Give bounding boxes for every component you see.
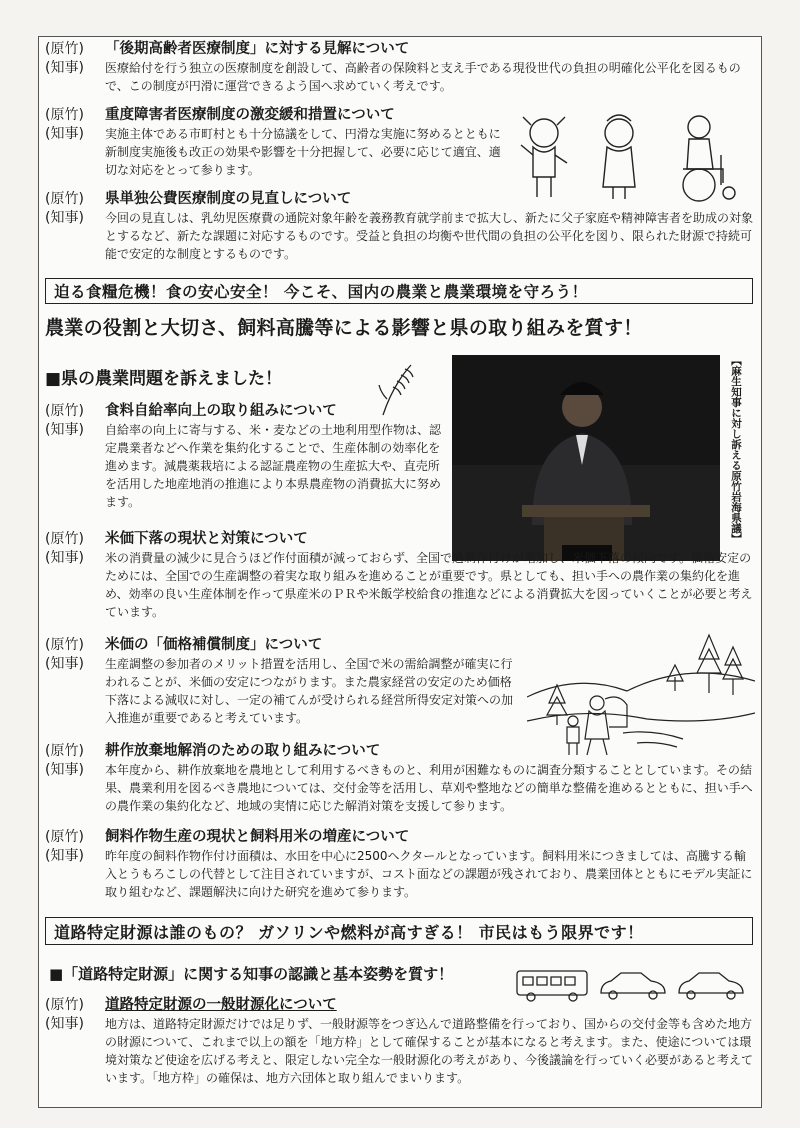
question-text: 米価の「価格補償制度」について (105, 637, 323, 653)
answer-text: 今回の見直しは、乳幼児医療費の通院対象年齢を義務教育就学前まで拡大し、新たに父子家庭や精神障害者を助成の対象とするなど、新たな課題に対応するものです。受益と負担の均衡や世代間の負担の公平化を図り、限られた財源で持続可能で安定的な制度とするものです。 (105, 211, 754, 261)
questioner-label: (原竹) (45, 743, 84, 759)
road-funds-banner: 道路特定財源は誰のもの？ ガソリンや燃料が高すぎる！ 市民はもう限界です！ (45, 917, 753, 945)
questioner-label: (原竹) (45, 637, 84, 653)
farm-landscape-illustration (527, 625, 755, 759)
agriculture-section-title: ■県の農業問題を訴えました！ (45, 369, 283, 389)
qa-item (45, 995, 757, 1087)
agriculture-headline: 農業の役割と大切さ、飼料高騰等による影響と県の取り組みを質す！ (45, 317, 643, 339)
question-text: 耕作放棄地解消のための取り組みについて (105, 743, 381, 759)
governor-label: (知事) (45, 550, 84, 566)
qa-item (45, 39, 757, 95)
qa-item (45, 827, 757, 901)
answer-text: 自給率の向上に寄与する、米・麦などの土地利用型作物は、認定農業者などへ作業を集約化することで、生産体制の効率化を進めます。減農薬栽培による認証農産物の生産拡大や、直売所を活用した地産地消の推進により本県農産物の消費拡大に努めます。 (105, 423, 442, 509)
newsletter-page (38, 36, 762, 1108)
governor-label: (知事) (45, 1016, 84, 1032)
qa-item (45, 741, 757, 815)
questioner-label: (原竹) (45, 531, 84, 547)
question-text: 飼料作物生産の現状と飼料用米の増産について (105, 829, 410, 845)
answer-text: 生産調整の参加者のメリット措置を活用し、全国で米の需給調整が確実に行われることが、米価の安定につながります。また農家経営の安定のため価格下落による減収に対し、一定の補てんが受けられる経営所得安定対策への加入推進が重要であると考えています。 (105, 657, 514, 725)
road-funds-section-title: ■「道路特定財源」に関する知事の認識と基本姿勢を質す！ (49, 965, 454, 983)
governor-label: (知事) (45, 848, 84, 864)
questioner-label: (原竹) (45, 997, 84, 1013)
governor-label: (知事) (45, 210, 84, 226)
question-text: 道路特定財源の一般財源化について (105, 997, 337, 1013)
question-text: 「後期高齢者医療制度」に対する見解について (105, 41, 410, 57)
answer-text: 昨年度の飼料作物作付け面積は、水田を中心に2500ヘクタールとなっています。飼料用米につきましては、高騰する輸入とうもろこしの代替として注目されていますが、コスト面などの課題が残されており、農業団体とともにモデル実証に取り組むなど、課題解決に向けた研究を進めて参ります。 (105, 849, 753, 899)
qa-item (45, 189, 757, 263)
questioner-label: (原竹) (45, 41, 84, 57)
qa-item (45, 635, 523, 727)
answer-text: 医療給付を行う独立の医療制度を創設して、高齢者の保険料と支え手である現役世代の負担の明確化公平化を図るもので、この制度が円滑に運営できるよう国へ求めていく考えです。 (105, 61, 741, 93)
question-text: 県単独公費医療制度の見直しについて (105, 191, 352, 207)
governor-label: (知事) (45, 422, 84, 438)
qa-item (45, 401, 443, 511)
answer-text: 地方は、道路特定財源だけでは足りず、一般財源等をつぎ込んで道路整備を行っており、国からの交付金等も含めた地方の財源について、これまで以上の額を「地方枠」として確保することが基本になると考えます。また、使途については環境対策など使途を広げる考えと、限定しない完全な一般財源化の考えがあり、今後議論を行っていく必要があると考えています。「地方枠」の確保は、地方六団体と取り組んでまいります。 (105, 1017, 754, 1085)
agriculture-banner: 迫る食糧危機！食の安心安全！ 今こそ、国内の農業と農業環境を守ろう！ (45, 278, 753, 304)
questioner-label: (原竹) (45, 191, 84, 207)
qa-item (45, 105, 505, 179)
question-text: 米価下落の現状と対策について (105, 531, 308, 547)
questioner-label: (原竹) (45, 829, 84, 845)
questioner-label: (原竹) (45, 403, 84, 419)
questioner-label: (原竹) (45, 107, 84, 123)
question-text: 食料自給率向上の取り組みについて (105, 403, 337, 419)
qa-item (45, 529, 757, 621)
governor-label: (知事) (45, 656, 84, 672)
governor-label: (知事) (45, 126, 84, 142)
governor-label: (知事) (45, 60, 84, 76)
question-text: 重度障害者医療制度の激変緩和措置について (105, 107, 395, 123)
governor-label: (知事) (45, 762, 84, 778)
answer-text: 米の消費量の減少に見合うほど作付面積が減っておらず、全国で過剰作付けが増加し、米価下落の傾向です。価格安定のためには、全国での生産調整の着実な取り組みを進めることが重要です。県としても、担い手への農作業の集約化を進め、効率の良い生産体制を作って県産米のＰＲや米飯学校給食の推進などによる消費拡大を図っていくことが必要と考えています。 (105, 551, 753, 619)
answer-text: 実施主体である市町村とも十分協議をして、円滑な実施に努めるとともに新制度実施後も改正の効果や影響を十分把握して、必要に応じて適宜、適切な対応をとって参ります。 (105, 127, 501, 177)
answer-text: 本年度から、耕作放棄地を農地として利用するべきものと、利用が困難なものに調査分類することとしています。その結果、農業利用を図るべき農地については、交付金等を活用し、草刈や整地などの簡単な整備を進めるとともに、担い手への農作業の集約化など、地域の実情に応じた解消対策を支援して参ります。 (105, 763, 753, 813)
photo-caption: 【麻生知事に対し訴える原竹岩海県議】 (730, 355, 742, 544)
